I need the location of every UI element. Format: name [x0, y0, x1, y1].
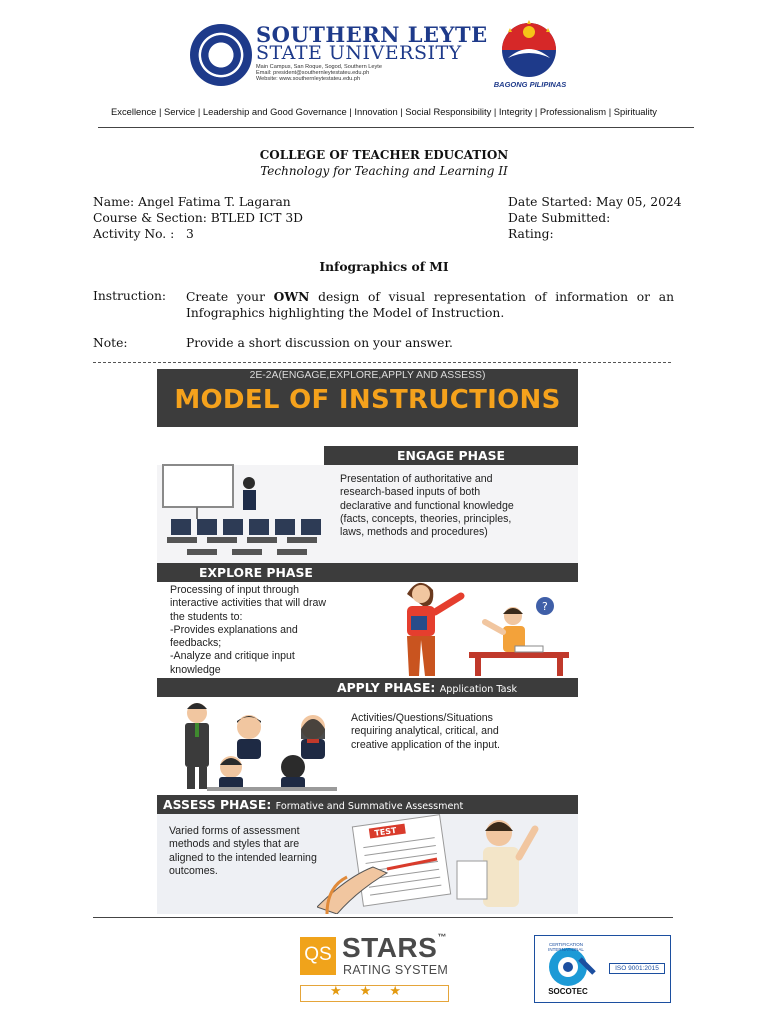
activity-number: 3	[186, 227, 194, 241]
dashed-divider	[93, 362, 671, 363]
explore-line: -Provides explanations and	[170, 623, 298, 636]
explore-line: interactive activities that will draw	[170, 597, 327, 610]
students-illustration	[167, 699, 339, 793]
instruction-label: Instruction:	[93, 289, 167, 303]
university-name-line2: STATE UNIVERSITY	[256, 42, 462, 64]
qs-stars-text: STARS	[342, 932, 438, 963]
explore-text	[170, 584, 326, 677]
explore-heading: EXPLORE PHASE	[157, 563, 578, 582]
date-started: Date Started: May 05, 2024	[508, 195, 682, 209]
subject-heading: Technology for Teaching and Learning II	[260, 164, 508, 178]
engage-line: Presentation of authoritative and	[340, 473, 493, 485]
qs-stars-word	[342, 932, 447, 964]
course-section: Course & Section: BTLED ICT 3D	[93, 211, 304, 225]
header-divider	[98, 127, 694, 128]
engage-text	[340, 473, 514, 539]
assess-line: Varied forms of assessment	[169, 825, 300, 837]
instruction-text-pre: Create your	[186, 290, 274, 304]
explore-line: -Analyze and critique input	[170, 650, 295, 663]
instruction-text	[186, 289, 674, 321]
engage-line: research-based inputs of both	[340, 486, 481, 499]
apply-heading	[157, 678, 578, 697]
assess-line: outcomes.	[169, 864, 218, 877]
instruction-text-bold: OWN	[273, 289, 310, 304]
infographic-title: MODEL OF INSTRUCTIONS	[174, 385, 561, 415]
engage-line: (facts, concepts, theories, principles,	[340, 512, 512, 525]
footer-divider	[93, 917, 673, 918]
assess-heading-title: ASSESS PHASE:	[163, 797, 272, 812]
university-email: Email: president@southernleytestateu.edu.ph	[256, 70, 370, 76]
socotec-text: SOCOTEC	[548, 987, 588, 996]
qs-rating-system: RATING SYSTEM	[343, 963, 449, 977]
apply-line: Activities/Questions/Situations	[351, 712, 493, 724]
bagong-pilipinas-logo	[494, 18, 564, 80]
rating: Rating:	[508, 227, 554, 241]
assess-line: aligned to the intended learning	[169, 851, 317, 864]
apply-heading-sub: Application Task	[439, 684, 518, 695]
college-heading: COLLEGE OF TEACHER EDUCATION	[259, 148, 509, 162]
note-label: Note:	[93, 336, 128, 350]
student-name: Name: Angel Fatima T. Lagaran	[93, 195, 291, 209]
apply-line: creative application of the input.	[351, 738, 500, 751]
apply-text	[351, 712, 500, 752]
university-campus: Main Campus, San Roque, Sogod, Southern Leyte	[256, 64, 382, 70]
explore-line: knowledge	[170, 663, 221, 676]
explore-line: feedbacks;	[170, 637, 222, 650]
explore-line: the students to:	[170, 610, 243, 623]
apply-line: requiring analytical, critical, and	[351, 725, 499, 738]
test-label: TEST	[373, 825, 398, 838]
qs-trademark: ™	[437, 932, 447, 942]
slsu-seal-logo	[190, 24, 252, 86]
engage-heading: ENGAGE PHASE	[324, 446, 578, 465]
socotec-top-text: CERTIFICATION INTERNATIONAL	[548, 942, 584, 952]
assess-line: methods and styles that are	[169, 838, 300, 851]
bagong-pilipinas-text: BAGONG PILIPINAS	[493, 80, 567, 89]
infographic	[157, 369, 578, 914]
university-website: Website: www.southernleytestateu.edu.ph	[256, 76, 361, 82]
teacher-student-illustration	[379, 572, 578, 676]
instruction-text-post: design of visual representation of information or an Infographics highlighting the Model of Instruction.	[186, 290, 674, 320]
classroom-illustration	[157, 461, 337, 561]
qs-star-glyphs: ★★★	[330, 984, 419, 999]
date-submitted: Date Submitted:	[508, 211, 611, 225]
document-title: Infographics of MI	[319, 259, 449, 274]
qs-logo-text: QS	[304, 944, 332, 965]
test-paper-illustration	[317, 807, 578, 914]
activity-label: Activity No. :	[93, 227, 175, 241]
svg-text:?: ?	[542, 600, 548, 613]
assess-text	[169, 825, 317, 878]
engage-line: laws, methods and procedures)	[340, 526, 488, 539]
university-name-line1: SOUTHERN LEYTE	[256, 22, 488, 47]
core-values-line: Excellence | Service | Leadership and Good Governance | Innovation | Social Responsibility | Integrity | Professionalism | Spirituality	[111, 106, 657, 117]
engage-line: declarative and functional knowledge	[340, 499, 514, 512]
note-text: Provide a short discussion on your answer.	[186, 336, 453, 350]
assess-heading-sub: Formative and Summative Assessment	[275, 801, 464, 812]
iso-badge: ISO 9001:2015	[609, 963, 665, 974]
explore-line: Processing of input through	[170, 584, 299, 596]
apply-heading-title: APPLY PHASE:	[337, 680, 436, 695]
infographic-subtitle: 2E-2A(ENGAGE,EXPLORE,APPLY AND ASSESS)	[249, 370, 486, 381]
